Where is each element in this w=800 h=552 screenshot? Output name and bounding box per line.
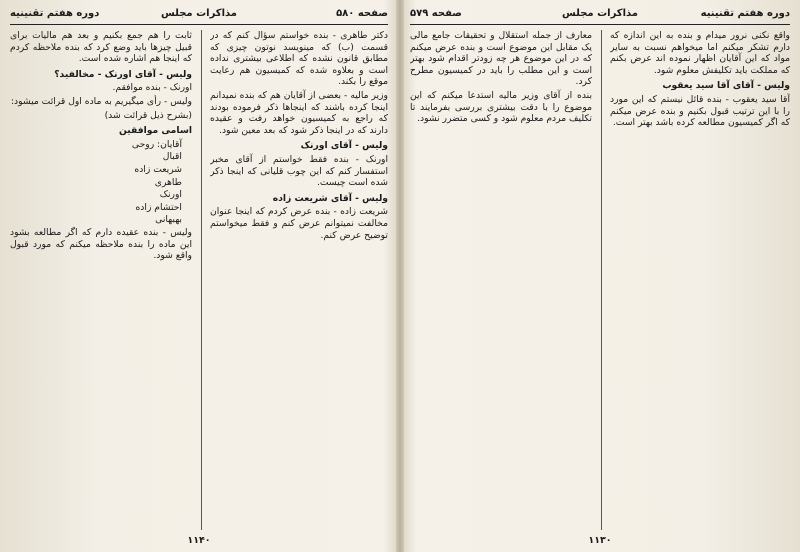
journal-title: مذاکرات مجلس — [561, 8, 639, 19]
vote-name: آقایان: روحی — [131, 138, 182, 150]
paragraph: دکتر طاهری - بنده خواستم سؤال کنم که در قسمت (ب) که مینویسد نوتون چیزی که مطابق قانون نشده که اطلاعی بیشتری نداده است و بعلاوه شده که کمیسیون هم رعایت موقع را بکند. — [210, 30, 388, 88]
paragraph: واقع نکنی نرور میدام و بنده به این اندازه که دارم تشکر میکنم اما میخواهم نسبت به سایر مواد که این آقایان اظهار نموده اند عرض بکنم که مملکت باید تکلیفش معلوم شود. — [610, 30, 790, 76]
page-number: صفحه ۵۷۹ — [410, 8, 462, 19]
paragraph: معارف از جمله استقلال و تحقیقات جامع مالی یک مقابل این موضوع است و بنده عرض میکنم که در این موضوع هر چه زودتر اقدام شود بهتر است و این مطلب را باید در کمیسیون مطرح کرد. — [410, 30, 592, 88]
vote-name: طاهری — [154, 176, 182, 188]
vote-name: بهبهانی — [155, 214, 182, 226]
paragraph: اورنک - بنده موافقم. — [112, 82, 192, 94]
paragraph: شریعت زاده - بنده عرض کردم که اینجا عنوان مخالفت نمیتوانم عرض کنم و فقط میخواستم توضیح عرض کنم. — [210, 206, 388, 241]
session-label: دوره هفتم تقنینیه — [700, 8, 790, 19]
speaker-line: ولیس - آقای شریعت زاده — [272, 192, 388, 204]
column-divider — [601, 30, 602, 530]
speaker-line: ولیس - آقای آقا سید یعقوب — [662, 80, 790, 92]
vote-name: اقبال — [162, 151, 182, 163]
page-header — [410, 6, 790, 25]
page-number: صفحه ۵۸۰ — [336, 8, 388, 19]
paragraph: ثابت را هم جمع بکنیم و بعد هم مالیات برای قبیل چیزها باید وضع کرد که بنده ملاحظه کردم که اینجا هم اشاره شده است. — [10, 30, 192, 65]
votes-title: اسامی موافقین — [118, 125, 192, 137]
paragraph: بنده از آقای وزیر مالیه استدعا میکنم که این موضوع را با دقت بیشتری بررسی بفرمایند تا تکلیف مردم معلوم شود و کسی متضرر نشود. — [410, 89, 592, 125]
vote-name: اورنک — [159, 189, 182, 201]
text-column-outer — [610, 30, 790, 530]
paragraph: وزیر مالیه - بعضی از آقایان هم که بنده نمیدانم اینجا کرده باشند که اینجاها ذکر فرموده بودند که راجع به کمیسیون خواهد رفت و عقیده دارند که در اینجا ذکر شود که بعد معین شود. — [210, 89, 388, 136]
text-column-inner — [410, 30, 592, 530]
left-page — [10, 6, 388, 546]
session-label: دوره هفتم تقنینیه — [10, 8, 100, 19]
vote-name: شریعت زاده — [134, 163, 182, 175]
paragraph: (بشرح ذیل قرائت شد) — [104, 109, 192, 121]
paragraph: ولیس - بنده عقیده دارم که اگر مطالعه بشود این ماده را بنده ملاحظه میکنم که مورد قبول واقع شود. — [10, 226, 192, 262]
speaker-line: ولیس - آقای اورنک — [300, 140, 388, 152]
right-page — [410, 6, 790, 546]
page-footer-number: ۱۱۴۰ — [187, 535, 211, 546]
text-column-outer — [210, 30, 388, 530]
paragraph: ولیس - رأی میگیریم به ماده اول قرائت میشود: — [10, 95, 192, 107]
text-column-inner — [10, 30, 192, 530]
book-spine — [396, 0, 404, 552]
speaker-line: ولیس - آقای اورنک - مخالفید؟ — [54, 68, 192, 80]
column-divider — [201, 30, 202, 530]
paragraph: آقا سید یعقوب - بنده قائل نیستم که این مورد را با این ترتیب قبول بکنیم و بنده عرض میکنم که اگر کمیسیون مطالعه کرده باشد بهتر است. — [610, 93, 790, 129]
vote-name: احتشام زاده — [135, 201, 182, 213]
page-header — [10, 6, 388, 25]
journal-title: مذاکرات مجلس — [160, 8, 238, 19]
paragraph: اورنک - بنده فقط خواستم از آقای مخبر استفسار کنم که این چوب قلیانی که اینجا ذکر شده است چیست. — [210, 153, 388, 189]
page-footer-number: ۱۱۳۰ — [588, 535, 612, 546]
